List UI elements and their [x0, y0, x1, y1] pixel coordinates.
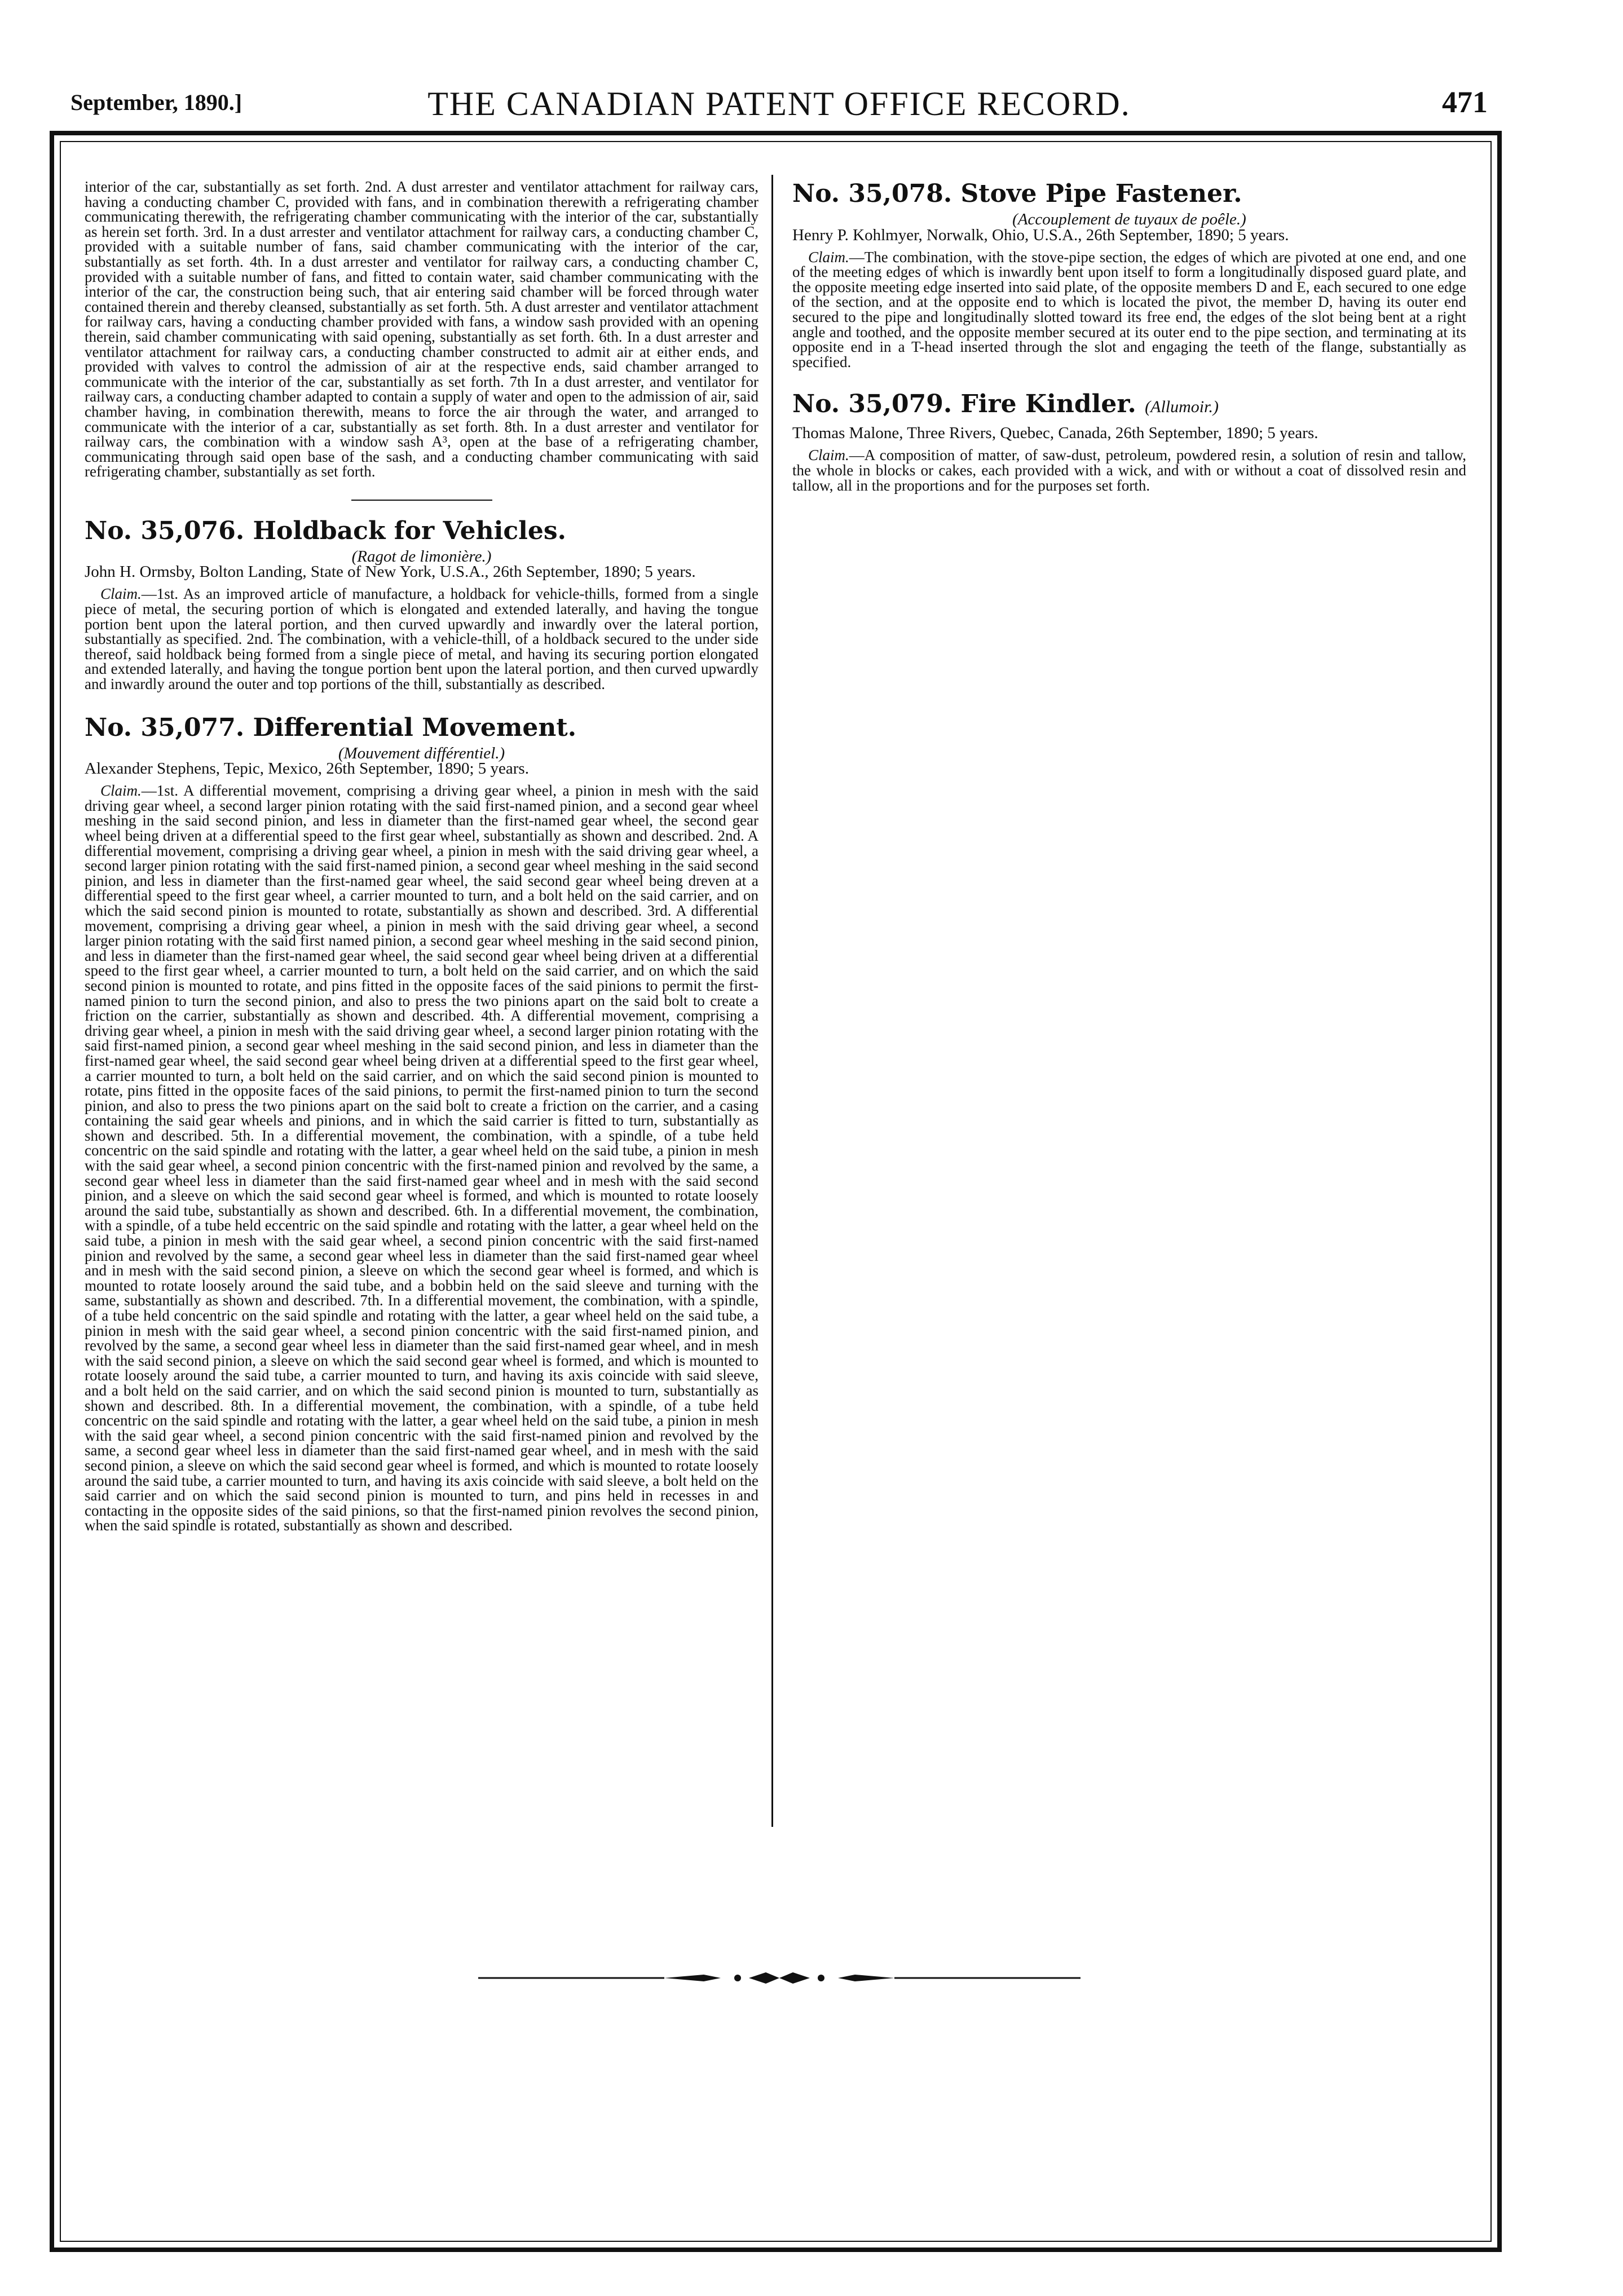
claim-label: Claim.: [100, 782, 142, 800]
patent-title: Holdback for Vehicles.: [253, 516, 566, 545]
patent-title: Stove Pipe Fastener.: [960, 179, 1242, 208]
page-header: [70, 79, 1488, 130]
claim-label: Claim.: [100, 585, 142, 603]
section-separator: [351, 500, 492, 501]
patent-number: No. 35,076.: [85, 516, 245, 545]
patent-heading: [792, 179, 1466, 209]
patent-number: No. 35,077.: [85, 713, 245, 742]
patent-claim: [85, 586, 758, 691]
patent-inventor: Henry P. Kohlmyer, Norwalk, Ohio, U.S.A., 26th September, 1890; 5 years.: [792, 226, 1289, 244]
patent-inventor: Thomas Malone, Three Rivers, Quebec, Canada, 26th September, 1890; 5 years.: [792, 424, 1318, 443]
patent-claim: [792, 250, 1466, 370]
claim-label: Claim.: [808, 248, 849, 266]
right-column-content: [792, 179, 1466, 493]
patent-35078: [792, 179, 1466, 369]
closing-ornament: [478, 1967, 1080, 1989]
claim-text: —1st. A differential movement, comprising a driving gear wheel, a pinion in mesh with the said driving gear wheel, a second larger pinion rotating with the said first-named pinion, and a second gear wheel meshing in the said second pinion, and less in diameter than the first-named gear wheel, the second gear wheel being driven at a differential speed to the first gear wheel, substantially as shown and described. 2nd. A differential movement, comprising a driving gear wheel, a pinion in mesh with the said driving gear wheel, a second larger pinion rotating with the said first-named pinion, a second gear wheel meshing in the said second pinion, and less in diameter than the first-named gear wheel, the said second gear wheel being dreven at a differential speed to the first gear wheel, a carrier mounted to turn, and a bolt held on the said carrier, and on which the said second pinion is mounted to rotate, substantially as shown and described. 3rd. A differential movement, comprising a driving gear wheel, a pinion in mesh with the said driving gear wheel, a second larger pinion rotating with the said first named pinion, a second gear wheel meshing in the said second pinion, and less in diameter than the first-named gear wheel, the said second gear wheel being driven at a differential speed to the first gear wheel, a carrier mounted to turn, a bolt held on the said carrier, and on which the said second pinion is mounted to rotate, and pins fitted in the opposite faces of the said pinions to permit the first-named pinion to turn the second pinion, and also to press the two pinions apart on the said bolt to create a friction on the carrier, substantially as shown and described. 4th. A differential movement, comprising a driving gear wheel, a pinion in mesh with the said driving gear wheel, a second larger pinion rotating with the said first-named pinion, a second gear wheel meshing in the said second pinion, and less in diameter than the first-named gear wheel, the said second gear wheel being driven at a differential speed to the first gear wheel, a carrier mounted to turn, a bolt held on the said carrier, and on which the said second pinion is mounted to rotate, pins fitted in the opposite faces of the said pinions, to permit the first-named pinion to turn the second pinion, and also to press the two pinions apart on the said bolt to create a friction on the carrier, and a casing containing the said gear wheels and pinions, and in which the said carrier is fitted to turn, substantially as shown and described. 5th. In a differential movement, the combination, with a spindle, of a tube held concentric on the said spindle and rotating with the latter, a gear wheel held on the said tube, a pinion in mesh with the said gear wheel, a second pinion concentric with the first-named pinion and revolved by the same, a second gear wheel less in diameter than the said first-named gear wheel and in mesh with the said second pinion, and a sleeve on which the said second gear wheel is formed, and which is mounted to rotate loosely around the said tube, substantially as shown and described. 6th. In a differential movement, the combination, with a spindle, of a tube held eccentric on the said spindle and rotating with the latter, a gear wheel held on the said tube, a pinion in mesh with the said gear wheel, a second pinion concentric with the said first-named pinion and revolved by the same, a second gear wheel less in diameter than the said first-named gear wheel and in mesh with the said second pinion, a sleeve on which the second gear wheel is formed, and which is mounted to rotate loosely around the said tube, and a bobbin held on the said sleeve and turning with the same, substantially as shown and described. 7th. In a differential movement, the combination, with a spindle, of a tube held concentric on the said spindle and rotating with the latter, a gear wheel held on the said tube, a pinion in mesh with the said gear wheel, a second pinion concentric with the said first-named pinion, and revolved by the same, a second gear wheel less in diameter than the said first-named gear wheel, and in mesh with the said second pinion, a sleeve on which the said second gear wheel is formed, and which is mounted to rotate loosely around the said tube, a carrier mounted to turn, and having its axis coincide with said sleeve, and a bolt held on the said carrier, and on which the said second pinion is mounted to turn, substantially as shown and described. 8th. In a differential movement, the combination, with a spindle, of a tube held concentric on the said spindle and rotating with the latter, a gear wheel held on the said tube, a pinion in mesh with the said gear wheel, a second pinion concentric with the said first-named pinion and revolved by the same, a second gear wheel less in diameter than the said first-named gear wheel, and in mesh with the said second pinion, a sleeve on which the said second gear wheel is formed, and which is mounted to rotate loosely around the said tube, a carrier mounted to turn, and having its axis coincide with said sleeve, a bolt held on the said carrier and on which the said second pinion is mounted to turn, and pins held in recesses in and contacting in the opposite sides of the said pinions, so that the first-named pinion revolves the second pinion, when the said spindle is rotated, substantially as shown and described.: [85, 782, 758, 1534]
issue-date: September, 1890.]: [70, 90, 242, 115]
patent-claim: [85, 783, 758, 1533]
claim-text: —The combination, with the stove-pipe section, the edges of which are pivoted at one end, and one of the meeting edges of which is inwardly bent upon itself to form a longitudinally disposed guard plate, and the opposite meeting edge inserted into said plate, of the opposite members D and E, each secured to one edge of the section, and at the opposite end to which is located the pivot, the member D, having its outer end secured to the pipe and longitudinally slotted toward its free end, the edges of the slot being bent at a right angle and toothed, and the opposite member secured at its outer end to the pipe section, and terminating at its opposite end in a T-head inserted through the slot and engaging the teeth of the flange, substantially as specified.: [792, 248, 1466, 370]
column-divider: [771, 175, 773, 1827]
patent-inventor: Alexander Stephens, Tepic, Mexico, 26th September, 1890; 5 years.: [85, 760, 529, 778]
patent-french-title: (Mouvement différentiel.): [338, 744, 505, 762]
patent-french-title: (Allumoir.): [1145, 398, 1219, 417]
patent-claim: [792, 448, 1466, 493]
journal-title: THE CANADIAN PATENT OFFICE RECORD.: [427, 85, 1131, 122]
claim-label: Claim.: [808, 447, 849, 464]
patent-title: Fire Kindler.: [960, 390, 1136, 419]
continued-claim-text: interior of the car, substantially as set forth. 2nd. A dust arrester and ventilator attachment for railway cars, having a conducting chamber C, provided with fans, and in combination therewith a refrigerating chamber communicating therewith, the refrigerating chamber communicating with the interior of the car, substantially as herein set forth. 3rd. In a dust arrester and ventilator attachment for railway cars, a conducting chamber C, provided with a suitable number of fans, said chamber communicating with the interior of the car, substantially as set forth. 4th. In a dust arrester and ventilator for railway cars, a conducting chamber C, provided with a suitable number of fans, and fitted to contain water, said chamber communicating with the interior of the car, the construction being such, that air entering said chamber will be forced through water contained therein and thereby cleansed, substantially as set forth. 5th. A dust arrester and ventilator attachment for railway cars, having a conducting chamber provided with fans, a window sash provided with an opening therein, said chamber communicating with said opening, substantially as set forth. 6th. In a dust arrester and ventilator attachment for railway cars, a conducting chamber constructed to admit air at either ends, and provided with valves to control the admission of air at the respective ends, said chamber arranged to communicate with the interior of the car, substantially as set forth. 7th In a dust arrester, and ventilator for railway cars, a conducting chamber adapted to contain a supply of water and open to the admission of air, said chamber having, in combination therewith, means to force the air through the water, and arranged to communicate with the interior of a car, substantially as set forth. 8th. In a dust arrester and ventilator for railway cars, the combination with a window sash A³, open at the base of a refrigerating chamber, communicating through said open base of the sash, and a conducting chamber communicating with said refrigerating chamber, substantially as set forth.: [85, 178, 758, 480]
patent-35077: [85, 713, 758, 1533]
section-gap: [792, 369, 1466, 390]
patent-heading: [85, 713, 758, 743]
patent-number: No. 35,079.: [792, 390, 952, 419]
patent-number: No. 35,078.: [792, 179, 952, 208]
patent-inventor: John H. Ormsby, Bolton Landing, State of New York, U.S.A., 26th September, 1890; 5 years.: [85, 563, 696, 581]
claim-text: —1st. As an improved article of manufacture, a holdback for vehicle-thills, formed from a single piece of metal, the securing portion of which is elongated and extended laterally, and having the tongue portion bent upon the lateral portion, and then curved upwardly and inwardly over the lateral portion, substantially as specified. 2nd. The combination, with a vehicle-thill, of a holdback secured to the under side thereof, said holdback being formed from a single piece of metal, and having its securing portion elongated and extended laterally, and having the tongue portion bent upon the lateral portion, and then curved upwardly and inwardly around the outer and top portions of the thill, substantially as described.: [85, 585, 758, 693]
patent-35079: [792, 390, 1466, 493]
page-number: 471: [1442, 85, 1488, 119]
left-column: [85, 179, 758, 1533]
patent-heading: [85, 516, 758, 546]
patent-heading: [792, 390, 1466, 422]
patent-french-title: (Accouplement de tuyaux de poêle.): [1012, 210, 1246, 228]
claim-text: —A composition of matter, of saw-dust, petroleum, powdered resin, a solution of resin and tallow, the whole in blocks or cakes, each provided with a wick, and with or without a coat of dissolved resin and tallow, all in the proportions and for the purposes set forth.: [792, 447, 1466, 494]
patent-35076: [85, 516, 758, 692]
patent-french-title: (Ragot de limonière.): [351, 547, 492, 566]
patent-title: Differential Movement.: [253, 713, 577, 742]
